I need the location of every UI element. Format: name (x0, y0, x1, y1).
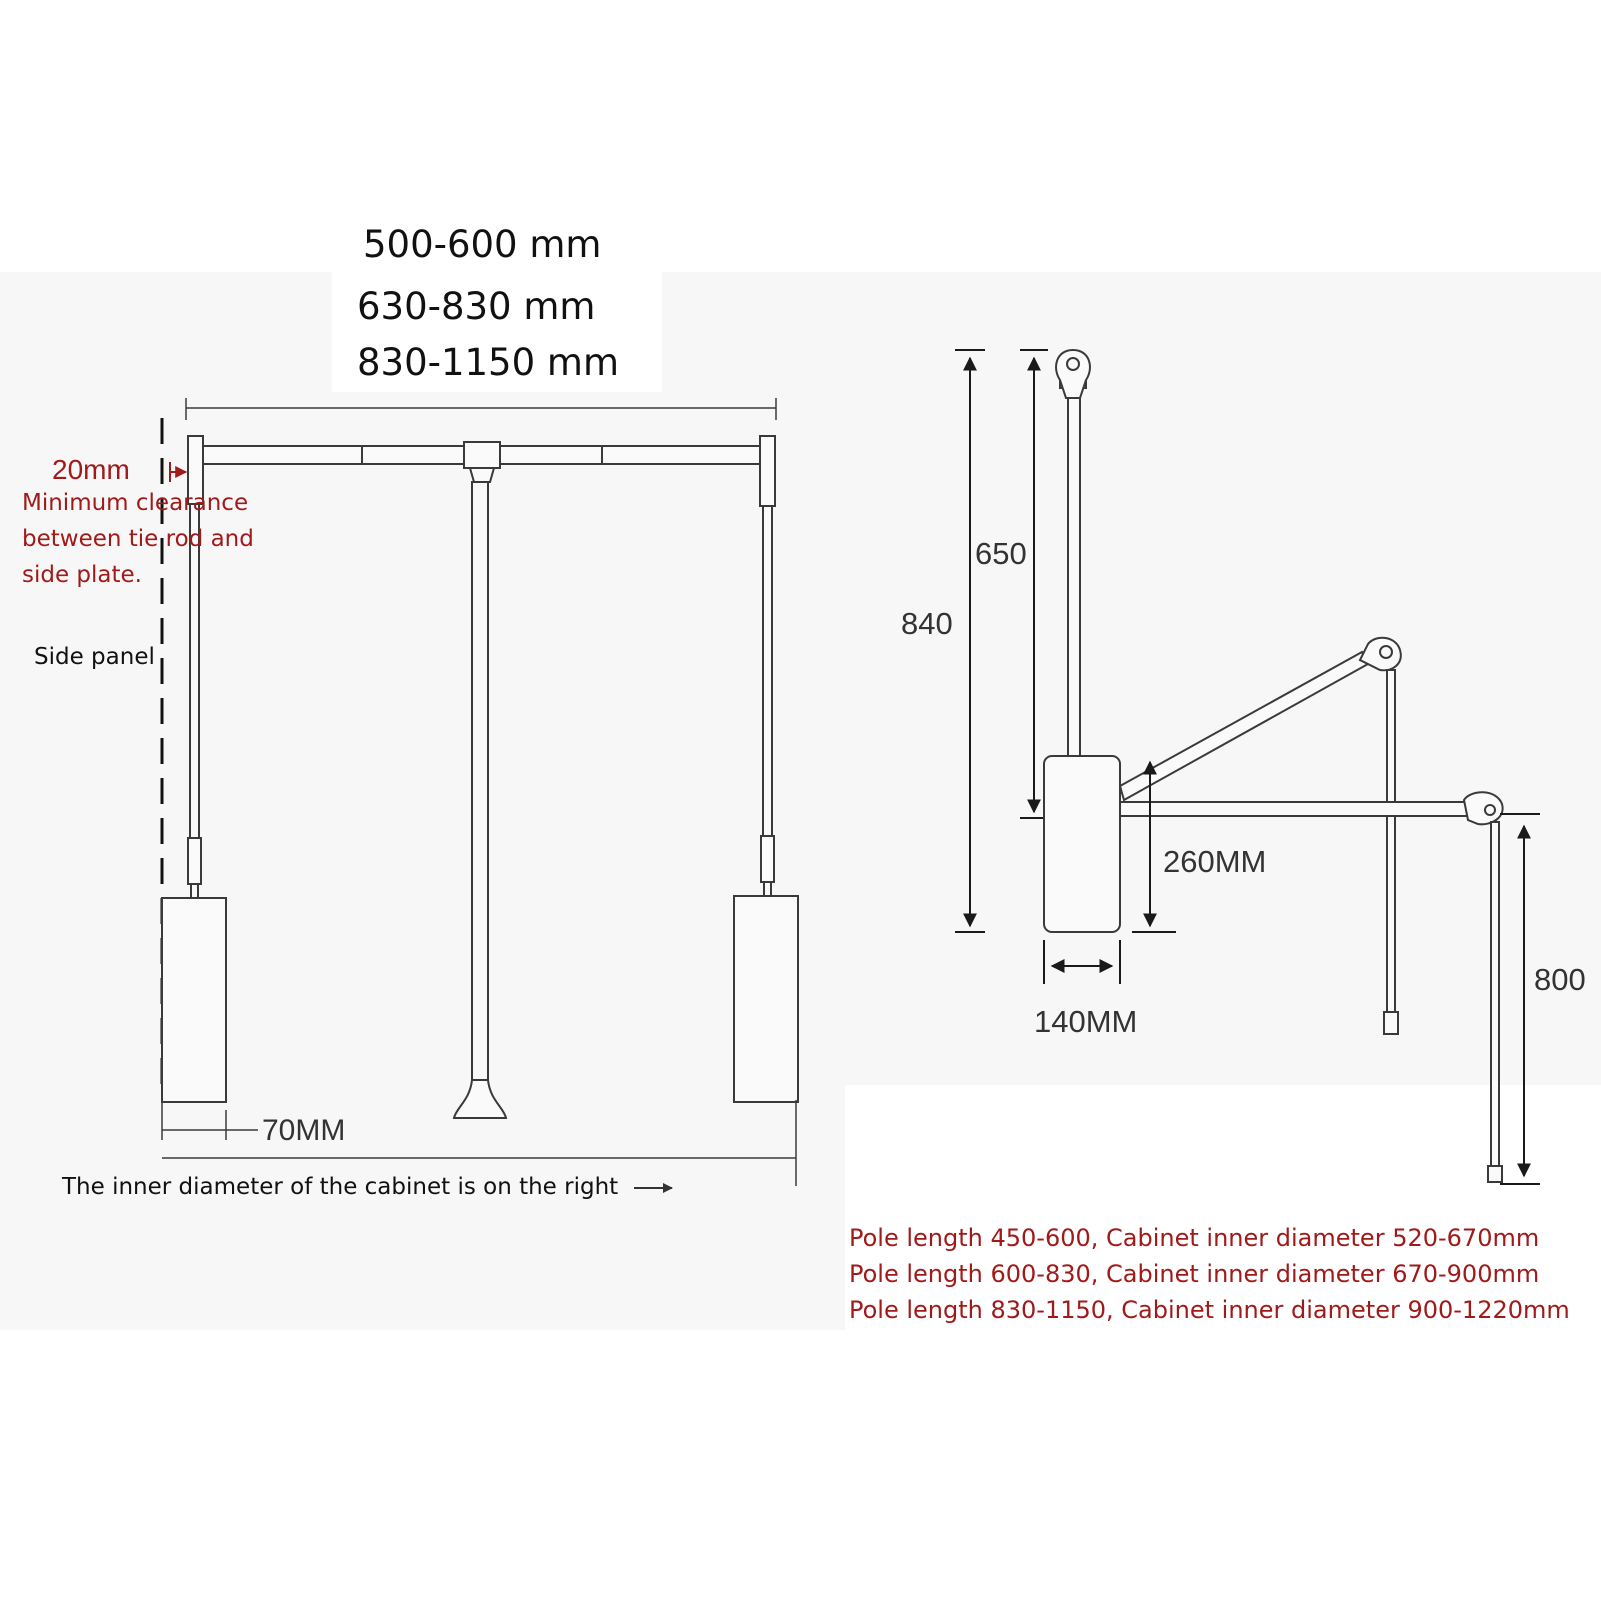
center-pole (472, 482, 488, 1082)
inner-diameter-note: The inner diameter of the cabinet is on the right (62, 1174, 619, 1200)
clearance-note-line-1: Minimum clearance (22, 490, 249, 516)
note-line-1: Pole length 450-600, Cabinet inner diameter 520-670mm (849, 1224, 1540, 1252)
note-line-3: Pole length 830-1150, Cabinet inner diameter 900-1220mm (849, 1296, 1570, 1324)
diagonal-arm (1120, 652, 1368, 800)
right-end-block (760, 436, 775, 506)
left-box (162, 898, 226, 1102)
title-line-1: 500-600 mm (363, 223, 602, 266)
note-line-2: Pole length 600-830, Cabinet inner diameter 670-900mm (849, 1260, 1540, 1288)
center-hub (464, 442, 500, 468)
clearance-note-line-2: between tie rod and (22, 526, 254, 552)
dim-800-label: 800 (1534, 962, 1586, 997)
dim-140-label: 140MM (1034, 1004, 1138, 1039)
right-rod (763, 506, 772, 836)
side-vertical-pole (1068, 398, 1080, 758)
mechanism-box (1044, 756, 1120, 932)
clearance-value: 20mm (52, 454, 130, 485)
right-box (734, 896, 798, 1102)
title-line-3: 830-1150 mm (357, 341, 619, 384)
side-panel-label: Side panel (34, 644, 155, 670)
dim-260-label: 260MM (1163, 844, 1267, 879)
clearance-note-line-3: side plate. (22, 562, 142, 588)
horizontal-arm (1120, 802, 1470, 816)
pole-foot (454, 1080, 506, 1118)
front-view (162, 398, 798, 1188)
dim-650-label: 650 (975, 536, 1027, 571)
width-70-label: 70MM (262, 1114, 346, 1147)
left-rod (190, 504, 199, 838)
title-line-2: 630-830 mm (357, 285, 596, 328)
dim-840-label: 840 (901, 606, 953, 641)
side-view (955, 350, 1540, 1184)
